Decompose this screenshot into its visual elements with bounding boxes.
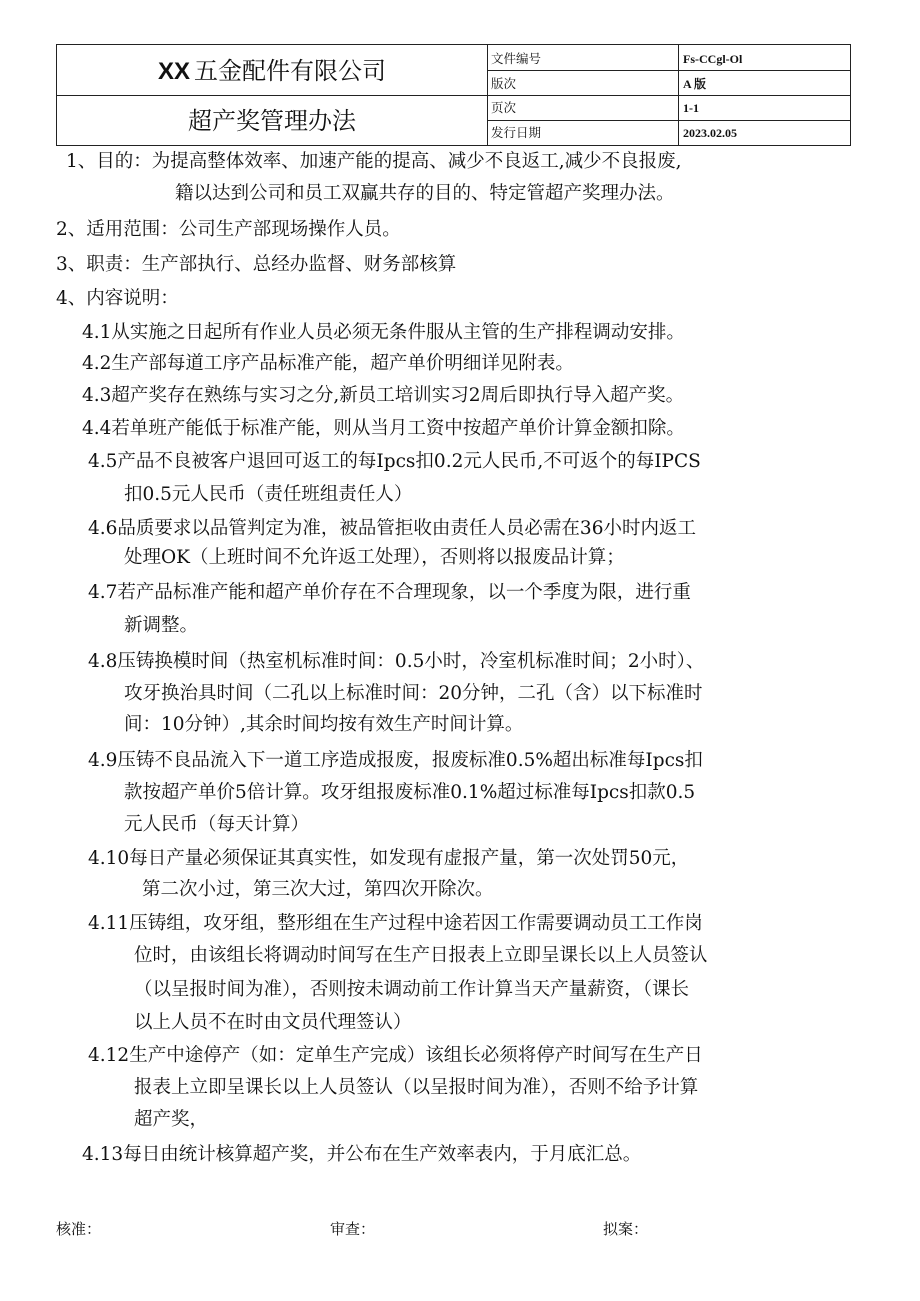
list-item: 4.10每日产量必须保证其真实性，如发现有虚报产量，第一次处罚50元，: [88, 848, 690, 869]
section-responsibility: 3、职责：生产部执行、总经办监督、财务部核算: [56, 254, 457, 275]
company-name-text: 五金配件有限公司: [194, 57, 386, 85]
list-item-cont: 款按超产单价5倍计算。攻牙组报废标准0.1%超过标准每Ipcs扣款0.5: [124, 782, 696, 803]
list-item: 4.11压铸组，攻牙组，整形组在生产过程中途若因工作需要调动员工工作岗: [88, 913, 703, 934]
field-label-version: 版次: [491, 77, 517, 91]
section-purpose-cont: 籍以达到公司和员工双赢共存的目的、特定管超产奖理办法。: [175, 183, 675, 204]
list-item-cont: 新调整。: [124, 615, 199, 636]
section-content-heading: 4、内容说明：: [56, 288, 179, 309]
approve-label: 核准：: [56, 1221, 102, 1238]
list-item-cont: 间：10分钟）,其余时间均按有效生产时间计算。: [124, 714, 524, 735]
list-item: 4.3超产奖存在熟练与实习之分,新员工培训实习2周后即执行导入超产奖。: [82, 385, 685, 406]
list-item-cont: 位时，由该组长将调动时间写在生产日报表上立即呈课长以上人员签认: [134, 945, 708, 966]
list-item: 4.8压铸换模时间（热室机标准时间：0.5小时，冷室机标准时间；2小时）、: [88, 651, 705, 672]
review-label: 审查：: [330, 1221, 376, 1238]
section-scope: 2、适用范围：公司生产部现场操作人员。: [56, 219, 401, 240]
company-prefix: XX: [157, 58, 190, 85]
section-purpose: 1、目的：为提高整体效率、加速产能的提高、减少不良返工,减少不良报废,: [66, 151, 682, 172]
list-item: 4.4若单班产能低于标准产能，则从当月工资中按超产单价计算金额扣除。: [82, 418, 685, 439]
field-value-issue-date: 2023.02.05: [683, 126, 737, 140]
header-divider-horizontal: [487, 120, 850, 121]
list-item-cont: 第二次小过，第三次大过，第四次开除次。: [142, 879, 494, 900]
document-header-table: [56, 44, 851, 146]
header-divider-horizontal: [487, 95, 850, 96]
field-label-doc-number: 文件编号: [491, 52, 542, 66]
list-item-cont: （以呈报时间为准），否则按未调动前工作计算当天产量薪资，（课长: [134, 979, 690, 1000]
list-item: 4.1从实施之日起所有作业人员必须无条件服从主管的生产排程调动安排。: [82, 322, 685, 343]
list-item: 4.13每日由统计核算超产奖，并公布在生产效率表内，于月底汇总。: [82, 1144, 642, 1165]
list-item-cont: 元人民币（每天计算）: [124, 814, 310, 835]
list-item-cont: 超产奖，: [134, 1109, 209, 1130]
company-name: [57, 45, 487, 95]
list-item: 4.9压铸不良品流入下一道工序造成报废，报废标准0.5%超出标准每Ipcs扣: [88, 750, 703, 771]
list-item: 4.6品质要求以品管判定为准，被品管拒收由责任人员必需在36小时内返工: [88, 518, 696, 539]
list-item: 4.5产品不良被客户退回可返工的每Ipcs扣0.2元人民币,不可返个的每IPCS: [88, 451, 701, 472]
list-item-cont: 攻牙换治具时间（二孔以上标准时间：20分钟，二孔（含）以下标准时: [124, 683, 703, 704]
header-divider-horizontal: [487, 70, 850, 71]
field-value-page: 1-1: [683, 101, 699, 115]
field-label-page: 页次: [491, 101, 517, 115]
list-item: 4.2生产部每道工序产品标准产能，超产单价明细详见附表。: [82, 353, 574, 374]
list-item-cont: 报表上立即呈课长以上人员签认（以呈报时间为准），否则不给予计算: [134, 1077, 699, 1098]
field-label-issue-date: 发行日期: [491, 126, 542, 140]
list-item-cont: 以上人员不在时由文员代理签认）: [134, 1012, 412, 1033]
field-value-version: A 版: [683, 77, 707, 91]
field-value-doc-number: Fs-CCgl-Ol: [683, 52, 743, 66]
list-item-cont: 处理OK（上班时间不允许返工处理），否则将以报废品计算；: [124, 547, 625, 568]
list-item: 4.12生产中途停产（如：定单生产完成）该组长必须将停产时间写在生产日: [88, 1045, 703, 1066]
draft-label: 拟案：: [603, 1221, 649, 1238]
list-item-cont: 扣0.5元人民币（责任班组责任人）: [124, 484, 413, 505]
list-item: 4.7若产品标准产能和超产单价存在不合理现象，以一个季度为限，进行重: [88, 582, 691, 603]
document-title: 超产奖管理办法: [188, 107, 356, 135]
